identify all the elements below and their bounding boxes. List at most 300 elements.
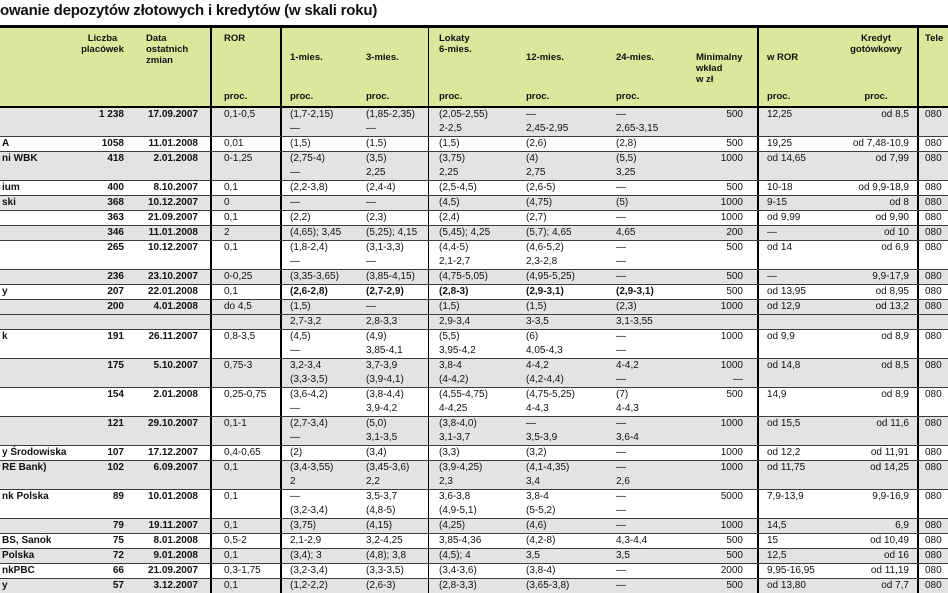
cell-tel: [917, 108, 948, 136]
cell-line: 080: [925, 227, 942, 238]
cell-m12: [518, 196, 612, 210]
table-row: [0, 180, 948, 195]
table-row: [0, 108, 948, 136]
table-row: [0, 358, 948, 387]
cell-m12: [518, 226, 612, 240]
cell-line: (2,6-3): [366, 580, 396, 591]
cell-min: [688, 196, 757, 210]
col-header-wror: w ROR proc.: [757, 28, 835, 106]
cell-wror: [757, 196, 835, 210]
cell-date: [130, 564, 210, 578]
cell-line: y: [2, 580, 8, 591]
cell-name: [0, 196, 75, 210]
cell-m6: [428, 285, 518, 299]
cell-line: 7,9-13,9: [767, 491, 804, 502]
cell-line: 66: [112, 565, 124, 576]
cell-line: (4,25): [439, 520, 466, 531]
cell-line: (3,6-4,2): [290, 389, 328, 400]
cell-line: 500: [726, 286, 743, 297]
cell-line: 0,1: [224, 491, 238, 502]
cell-line: od 6,9: [881, 242, 909, 253]
cell-m6: [428, 241, 518, 269]
cell-line: —: [290, 256, 300, 267]
cell-line: 080: [925, 212, 942, 223]
cell-wror: [757, 461, 835, 489]
cell-m24: [612, 285, 688, 299]
cell-line: 080: [925, 271, 942, 282]
cell-date: [130, 388, 210, 416]
table-row: [0, 548, 948, 563]
cell-line: —: [290, 123, 300, 134]
cell-line: 346: [107, 227, 124, 238]
cell-line: —: [616, 109, 626, 120]
cell-ror: [210, 270, 280, 284]
cell-m24: [612, 534, 688, 548]
col-header-6m: Lokaty 6-mies. proc.: [428, 28, 518, 106]
cell-m6: [428, 152, 518, 180]
cell-line: (1,5): [290, 138, 311, 149]
cell-line: —: [616, 271, 626, 282]
cell-line: 79: [112, 520, 124, 531]
cell-wror: [757, 270, 835, 284]
cell-cash: [835, 534, 917, 548]
cell-m3: [362, 359, 428, 387]
cell-min: [688, 446, 757, 460]
cell-line: (3,35-3,65): [290, 271, 339, 282]
cell-m1: [280, 534, 362, 548]
cell-line: (2,7-3,4): [290, 418, 328, 429]
cell-line: —: [526, 109, 536, 120]
cell-line: 4-4,2: [526, 360, 549, 371]
cell-branches: [75, 564, 130, 578]
table-row: [0, 284, 948, 299]
cell-line: 3,4: [526, 476, 540, 487]
cell-line: 3,1-3,55: [616, 316, 653, 327]
cell-min: [688, 226, 757, 240]
cell-line: (3,1-3,3): [366, 242, 404, 253]
cell-m24: [612, 300, 688, 314]
cell-tel: [917, 359, 948, 387]
cell-tel: [917, 137, 948, 151]
cell-line: 2,1-2,7: [439, 256, 471, 267]
cell-line: 3-3,5: [526, 316, 549, 327]
cell-line: (3,3-3,5): [290, 374, 328, 385]
cell-line: 10.01.2008: [147, 491, 198, 502]
cell-line: 8.10.2007: [153, 182, 198, 193]
cell-date: [130, 270, 210, 284]
cell-name: [0, 490, 75, 518]
cell-line: od 10,49: [870, 535, 909, 546]
cell-date: [130, 315, 210, 329]
cell-line: od 14,65: [767, 153, 806, 164]
col-header-ror: ROR proc.: [210, 28, 280, 106]
cell-line: —: [616, 242, 626, 253]
header-data-line3: zmian: [146, 55, 173, 66]
cell-ror: [210, 330, 280, 358]
cell-m3: [362, 241, 428, 269]
cell-m24: [612, 152, 688, 180]
cell-line: 500: [726, 535, 743, 546]
cell-wror: [757, 108, 835, 136]
cell-m1: [280, 519, 362, 533]
cell-wror: [757, 359, 835, 387]
cell-line: [925, 315, 948, 329]
cell-line: 2-2,5: [439, 123, 462, 134]
table-row: [0, 210, 948, 225]
cell-line: (3,8-4,0): [439, 418, 477, 429]
cell-line: (3,4-3,6): [439, 565, 477, 576]
cell-min: [688, 137, 757, 151]
cell-m12: [518, 549, 612, 563]
cell-line: 75: [112, 535, 124, 546]
cell-m24: [612, 417, 688, 445]
cell-m1: [280, 579, 362, 593]
cell-branches: [75, 137, 130, 151]
cell-line: (5,5): [439, 331, 460, 342]
cell-ror: [210, 461, 280, 489]
cell-wror: [757, 137, 835, 151]
cell-min: [688, 417, 757, 445]
cell-wror: [757, 315, 835, 329]
cell-line: (2,8): [616, 138, 637, 149]
cell-line: (1,8-2,4): [290, 242, 328, 253]
cell-date: [130, 300, 210, 314]
cell-cash: [835, 241, 917, 269]
cell-line: [75, 315, 124, 329]
cell-line: 0-1,25: [224, 153, 253, 164]
cell-line: 9-15: [767, 197, 788, 208]
cell-line: [2, 388, 75, 402]
cell-line: 2: [224, 227, 230, 238]
cell-tel: [917, 152, 948, 180]
cell-line: 3,85-4,36: [439, 535, 482, 546]
cell-name: [0, 285, 75, 299]
cell-line: —: [526, 418, 536, 429]
cell-date: [130, 534, 210, 548]
table-row: [0, 225, 948, 240]
cell-line: 12,25: [767, 109, 793, 120]
cell-line: 080: [925, 331, 942, 342]
cell-line: (1,7-2,15): [290, 109, 334, 120]
cell-line: 200: [107, 301, 124, 312]
cell-m1: [280, 181, 362, 195]
cell-cash: [835, 196, 917, 210]
cell-line: 0,1: [224, 286, 238, 297]
cell-line: 3,2-4,25: [366, 535, 403, 546]
cell-line: [2, 241, 75, 255]
cell-line: 89: [112, 491, 124, 502]
table-row: [0, 460, 948, 489]
cell-line: (4,75-5,25): [526, 389, 575, 400]
cell-line: 2,25: [439, 167, 459, 178]
cell-min: [688, 108, 757, 136]
table-row: [0, 445, 948, 460]
cell-line: 3,6-3,8: [439, 491, 471, 502]
cell-line: 17.12.2007: [147, 447, 198, 458]
cell-line: 400: [107, 182, 124, 193]
cell-m6: [428, 270, 518, 284]
col-header-phone: Tele: [917, 28, 948, 106]
cell-line: [2, 519, 75, 533]
cell-m3: [362, 108, 428, 136]
cell-line: ni WBK: [2, 153, 38, 164]
cell-tel: [917, 300, 948, 314]
cell-line: 3,7-3,9: [366, 360, 398, 371]
cell-line: 3,95-4,2: [439, 345, 476, 356]
cell-line: (3,2): [526, 447, 547, 458]
cell-line: 4,3-4,4: [616, 535, 648, 546]
cell-m24: [612, 196, 688, 210]
cell-line: 080: [925, 360, 942, 371]
cell-min: [688, 534, 757, 548]
cell-date: [130, 181, 210, 195]
cell-line: od 12,9: [767, 301, 801, 312]
cell-name: [0, 108, 75, 136]
cell-cash: [835, 417, 917, 445]
cell-line: (2,3): [616, 301, 637, 312]
cell-m12: [518, 315, 612, 329]
cell-line: do 4,5: [224, 301, 252, 312]
cell-m3: [362, 549, 428, 563]
header-lokaty-group: Lokaty: [439, 33, 470, 44]
cell-line: 5.10.2007: [153, 360, 198, 371]
cell-line: 3,5-3,7: [366, 491, 398, 502]
cell-m12: [518, 300, 612, 314]
cell-cash: [835, 300, 917, 314]
cell-line: (2,7): [526, 212, 547, 223]
cell-m3: [362, 534, 428, 548]
cell-line: 2,75: [526, 167, 546, 178]
cell-m3: [362, 152, 428, 180]
cell-line: 080: [925, 182, 942, 193]
cell-line: 12,5: [767, 550, 787, 561]
cell-line: 17.09.2007: [147, 109, 198, 120]
cell-line: 1000: [720, 197, 743, 208]
col-header-min-deposit: [688, 28, 757, 106]
cell-ror: [210, 285, 280, 299]
cell-m6: [428, 579, 518, 593]
cell-line: 0,1: [224, 462, 238, 473]
cell-ror: [210, 196, 280, 210]
cell-line: 2,6: [616, 476, 630, 487]
cell-line: 0,1-0,5: [224, 109, 256, 120]
cell-name: [0, 241, 75, 269]
cell-line: —: [616, 520, 626, 531]
cell-min: [688, 359, 757, 387]
cell-m3: [362, 388, 428, 416]
cell-line: 080: [925, 535, 942, 546]
cell-m24: [612, 241, 688, 269]
cell-m1: [280, 152, 362, 180]
cell-line: 121: [107, 418, 124, 429]
cell-line: (3,2-3,4): [290, 505, 328, 516]
rates-table: [0, 25, 948, 593]
cell-line: 4-4,25: [439, 403, 468, 414]
cell-cash: [835, 315, 917, 329]
cell-line: [2, 270, 75, 284]
cell-line: 2.01.2008: [153, 153, 198, 164]
cell-line: 2: [290, 476, 296, 487]
cell-line: (3,3): [439, 447, 460, 458]
col-header-branches: [75, 28, 130, 106]
header-kredyt-group: Kredyt: [860, 33, 892, 44]
cell-m24: [612, 490, 688, 518]
header-data-line1: Data: [146, 33, 167, 44]
cell-line: 0,1-1: [224, 418, 247, 429]
cell-line: 2,7-3,2: [290, 316, 322, 327]
cell-date: [130, 137, 210, 151]
cell-min: [688, 564, 757, 578]
cell-m3: [362, 446, 428, 460]
cell-line: od 11,75: [767, 462, 806, 473]
cell-line: (3,8-4): [526, 565, 556, 576]
cell-min: [688, 270, 757, 284]
cell-line: —: [366, 123, 376, 134]
cell-line: (5,25); 4,15: [366, 227, 418, 238]
cell-line: (2,4): [439, 212, 460, 223]
cell-min: [688, 519, 757, 533]
cell-name: [0, 300, 75, 314]
cell-line: 500: [726, 182, 743, 193]
cell-m6: [428, 315, 518, 329]
cell-cash: [835, 270, 917, 284]
table-header: [0, 28, 948, 108]
cell-line: —: [616, 256, 626, 267]
cell-line: 1000: [720, 360, 743, 371]
cell-m12: [518, 388, 612, 416]
cell-line: 1058: [101, 138, 124, 149]
cell-line: 080: [925, 418, 942, 429]
cell-cash: [835, 490, 917, 518]
cell-line: od 10: [883, 227, 909, 238]
cell-line: A: [2, 138, 10, 149]
cell-line: 500: [726, 109, 743, 120]
cell-line: 2,25: [366, 167, 386, 178]
cell-tel: [917, 417, 948, 445]
cell-m3: [362, 579, 428, 593]
cell-line: nk Polska: [2, 491, 49, 502]
cell-min: [688, 490, 757, 518]
cell-line: 500: [726, 389, 743, 400]
cell-line: 4,05-4,3: [526, 345, 563, 356]
cell-name: [0, 137, 75, 151]
cell-date: [130, 417, 210, 445]
cell-m3: [362, 417, 428, 445]
cell-m1: [280, 211, 362, 225]
cell-line: 080: [925, 138, 942, 149]
cell-cash: [835, 330, 917, 358]
cell-line: (4,75-5,05): [439, 271, 488, 282]
cell-line: (1,2-2,2): [290, 580, 328, 591]
cell-line: ski: [2, 197, 16, 208]
col-header-12m: 12-mies. proc.: [526, 52, 565, 102]
cell-line: 9,95-16,95: [767, 565, 815, 576]
col-header-cash-credit: Kredyt gotówkowy proc.: [850, 33, 902, 102]
cell-line: 10.12.2007: [147, 197, 198, 208]
cell-m1: [280, 285, 362, 299]
cell-m6: [428, 534, 518, 548]
cell-min: [688, 152, 757, 180]
cell-name: [0, 534, 75, 548]
cell-line: —: [616, 580, 626, 591]
cell-line: od 14,8: [767, 360, 801, 371]
cell-m24: [612, 108, 688, 136]
cell-line: 6,9: [895, 520, 909, 531]
cell-date: [130, 152, 210, 180]
cell-line: k: [2, 331, 8, 342]
cell-line: 175: [107, 360, 124, 371]
cell-line: (4,8); 3,8: [366, 550, 407, 561]
cell-ror: [210, 417, 280, 445]
cell-line: [2, 300, 75, 314]
cell-ror: [210, 152, 280, 180]
cell-m24: [612, 270, 688, 284]
cell-line: 26.11.2007: [148, 331, 198, 342]
cell-line: 2,3-2,8: [526, 256, 558, 267]
cell-branches: [75, 285, 130, 299]
col-header-24m: 24-mies. proc.: [616, 52, 655, 102]
col-header-3m: 3-mies. proc.: [366, 52, 399, 102]
cell-branches: [75, 519, 130, 533]
table-row: [0, 151, 948, 180]
cell-line: 2,2: [366, 476, 380, 487]
cell-name: [0, 226, 75, 240]
cell-line: (3,4-3,55): [290, 462, 334, 473]
table-row: [0, 240, 948, 269]
cell-wror: [757, 300, 835, 314]
cell-line: 15: [767, 535, 779, 546]
cell-branches: [75, 226, 130, 240]
cell-tel: [917, 490, 948, 518]
cell-name: [0, 359, 75, 387]
cell-line: —: [616, 345, 626, 356]
cell-line: 154: [107, 389, 124, 400]
cell-line: (5,5): [616, 153, 637, 164]
cell-line: —: [290, 491, 300, 502]
cell-tel: [917, 270, 948, 284]
cell-min: [688, 330, 757, 358]
cell-line: 080: [925, 580, 942, 591]
cell-line: (3,75): [439, 153, 466, 164]
cell-tel: [917, 226, 948, 240]
cell-cash: [835, 108, 917, 136]
cell-m3: [362, 490, 428, 518]
cell-m1: [280, 108, 362, 136]
cell-cash: [835, 461, 917, 489]
cell-date: [130, 108, 210, 136]
cell-m24: [612, 137, 688, 151]
cell-line: Polska: [2, 550, 35, 561]
cell-line: 3,6-4: [616, 432, 639, 443]
cell-line: (2,05-2,55): [439, 109, 488, 120]
cell-m6: [428, 226, 518, 240]
cell-line: 23.10.2007: [147, 271, 198, 282]
cell-line: 2,65-3,15: [616, 123, 659, 134]
cell-line: 3,85-4,1: [366, 345, 403, 356]
cell-line: 0,25-0,75: [224, 389, 267, 400]
cell-m12: [518, 285, 612, 299]
cell-name: [0, 519, 75, 533]
cell-line: —: [290, 403, 300, 414]
table-row: [0, 416, 948, 445]
cell-branches: [75, 359, 130, 387]
cell-line: (3,8-4,4): [366, 389, 404, 400]
cell-branches: [75, 461, 130, 489]
cell-line: od 15,5: [767, 418, 801, 429]
cell-line: od 11,91: [870, 447, 909, 458]
table-row: [0, 269, 948, 284]
cell-branches: [75, 241, 130, 269]
